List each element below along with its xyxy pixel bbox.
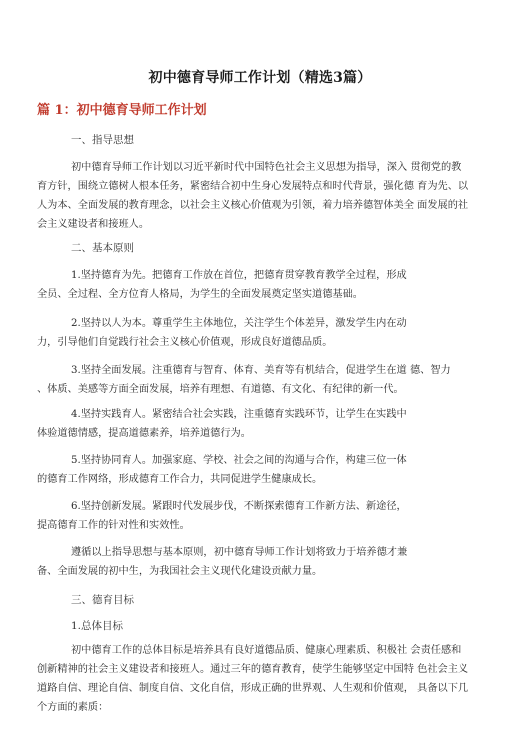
paragraph-line: 3.坚持全面发展。注重德育与智育、体育、美育等有机结合，促进学生在道 德、智力	[71, 365, 451, 376]
paragraph-line: 、体质、美感等方面全面发展，培养有理想、有道德、有文化、有纪律的新一代。	[37, 384, 404, 395]
paragraph-principle-3	[37, 361, 483, 399]
paragraph-line: 道路自信、理论自信、制度自信、文化自信，形成正确的世界观、人生观和价值观， 具备以下几	[37, 683, 469, 694]
subheading-overall-goal: 1.总体目标	[71, 620, 124, 632]
paragraph-line: 初中德育导师工作计划以习近平新时代中国特色社会主义思想为指导，深入 贯彻党的教	[71, 162, 462, 173]
paragraph-line: 5.坚持协同育人。加强家庭、学校、社会之间的沟通与合作，构建三位一体	[71, 455, 407, 466]
paragraph-line: 个方面的素质：	[37, 702, 109, 713]
paragraph-line: 体验道德情感，提高道德素养，培养道德行为。	[37, 428, 251, 439]
paragraph-principle-5	[37, 451, 483, 489]
paragraph-line: 遵循以上指导思想与基本原则，初中德育导师工作计划将致力于培养德才兼	[71, 547, 408, 558]
paragraph-line: 的德育工作网络，形成德育工作合力，共同促进学生健康成长。	[37, 474, 323, 485]
section-heading: 篇 1：初中德育导师工作计划	[37, 103, 207, 118]
paragraph-principle-1	[37, 266, 483, 304]
paragraph-line: 人为本、全面发展的教育理念，以社会主义核心价值观为引领，着力培养德智体美全 面发展的社	[37, 200, 469, 211]
document-title: 初中德育导师工作计划（精选3篇）	[148, 70, 372, 86]
paragraph-overall-goal	[37, 641, 483, 717]
paragraph-line: 备、全面发展的初中生，为我国社会主义现代化建设贡献力量。	[37, 566, 323, 577]
paragraph-guiding-ideology	[37, 158, 483, 234]
paragraph-line: 力，引导他们自觉践行社会主义核心价值观，形成良好道德品质。	[37, 337, 333, 348]
subheading-basic-principles: 二、基本原则	[71, 242, 134, 254]
paragraph-principle-6	[37, 497, 483, 535]
paragraph-principle-4	[37, 405, 483, 443]
paragraph-line: 创新精神的社会主义建设者和接班人。通过三年的德育教育，使学生能够坚定中国特 色社会主义	[37, 664, 469, 675]
paragraph-summary	[37, 543, 483, 581]
paragraph-line: 初中德育工作的总体目标是培养具有良好道德品质、健康心理素质、积极社 会责任感和	[71, 645, 462, 656]
paragraph-line: 2.坚持以人为本。尊重学生主体地位，关注学生个体差异，激发学生内在动	[71, 318, 407, 329]
paragraph-line: 6.坚持创新发展。紧跟时代发展步伐，不断探索德育工作新方法、新途径，	[71, 501, 407, 512]
subheading-moral-goals: 三、德育目标	[71, 594, 134, 606]
paragraph-line: 育方针，围绕立德树人根本任务，紧密结合初中生身心发展特点和时代背景，强化德 育为先、以	[37, 181, 469, 192]
paragraph-line: 1.坚持德育为先。把德育工作放在首位，把德育贯穿教育教学全过程，形成	[71, 270, 407, 281]
paragraph-principle-2	[37, 314, 483, 352]
paragraph-line: 4.坚持实践育人。紧密结合社会实践，注重德育实践环节，让学生在实践中	[71, 409, 407, 420]
paragraph-line: 提高德育工作的针对性和实效性。	[37, 520, 190, 531]
paragraph-line: 会主义建设者和接班人。	[37, 219, 150, 230]
subheading-guiding-ideology: 一、指导思想	[71, 134, 134, 146]
paragraph-line: 全员、全过程、全方位育人格局，为学生的全面发展奠定坚实道德基础。	[37, 289, 363, 300]
